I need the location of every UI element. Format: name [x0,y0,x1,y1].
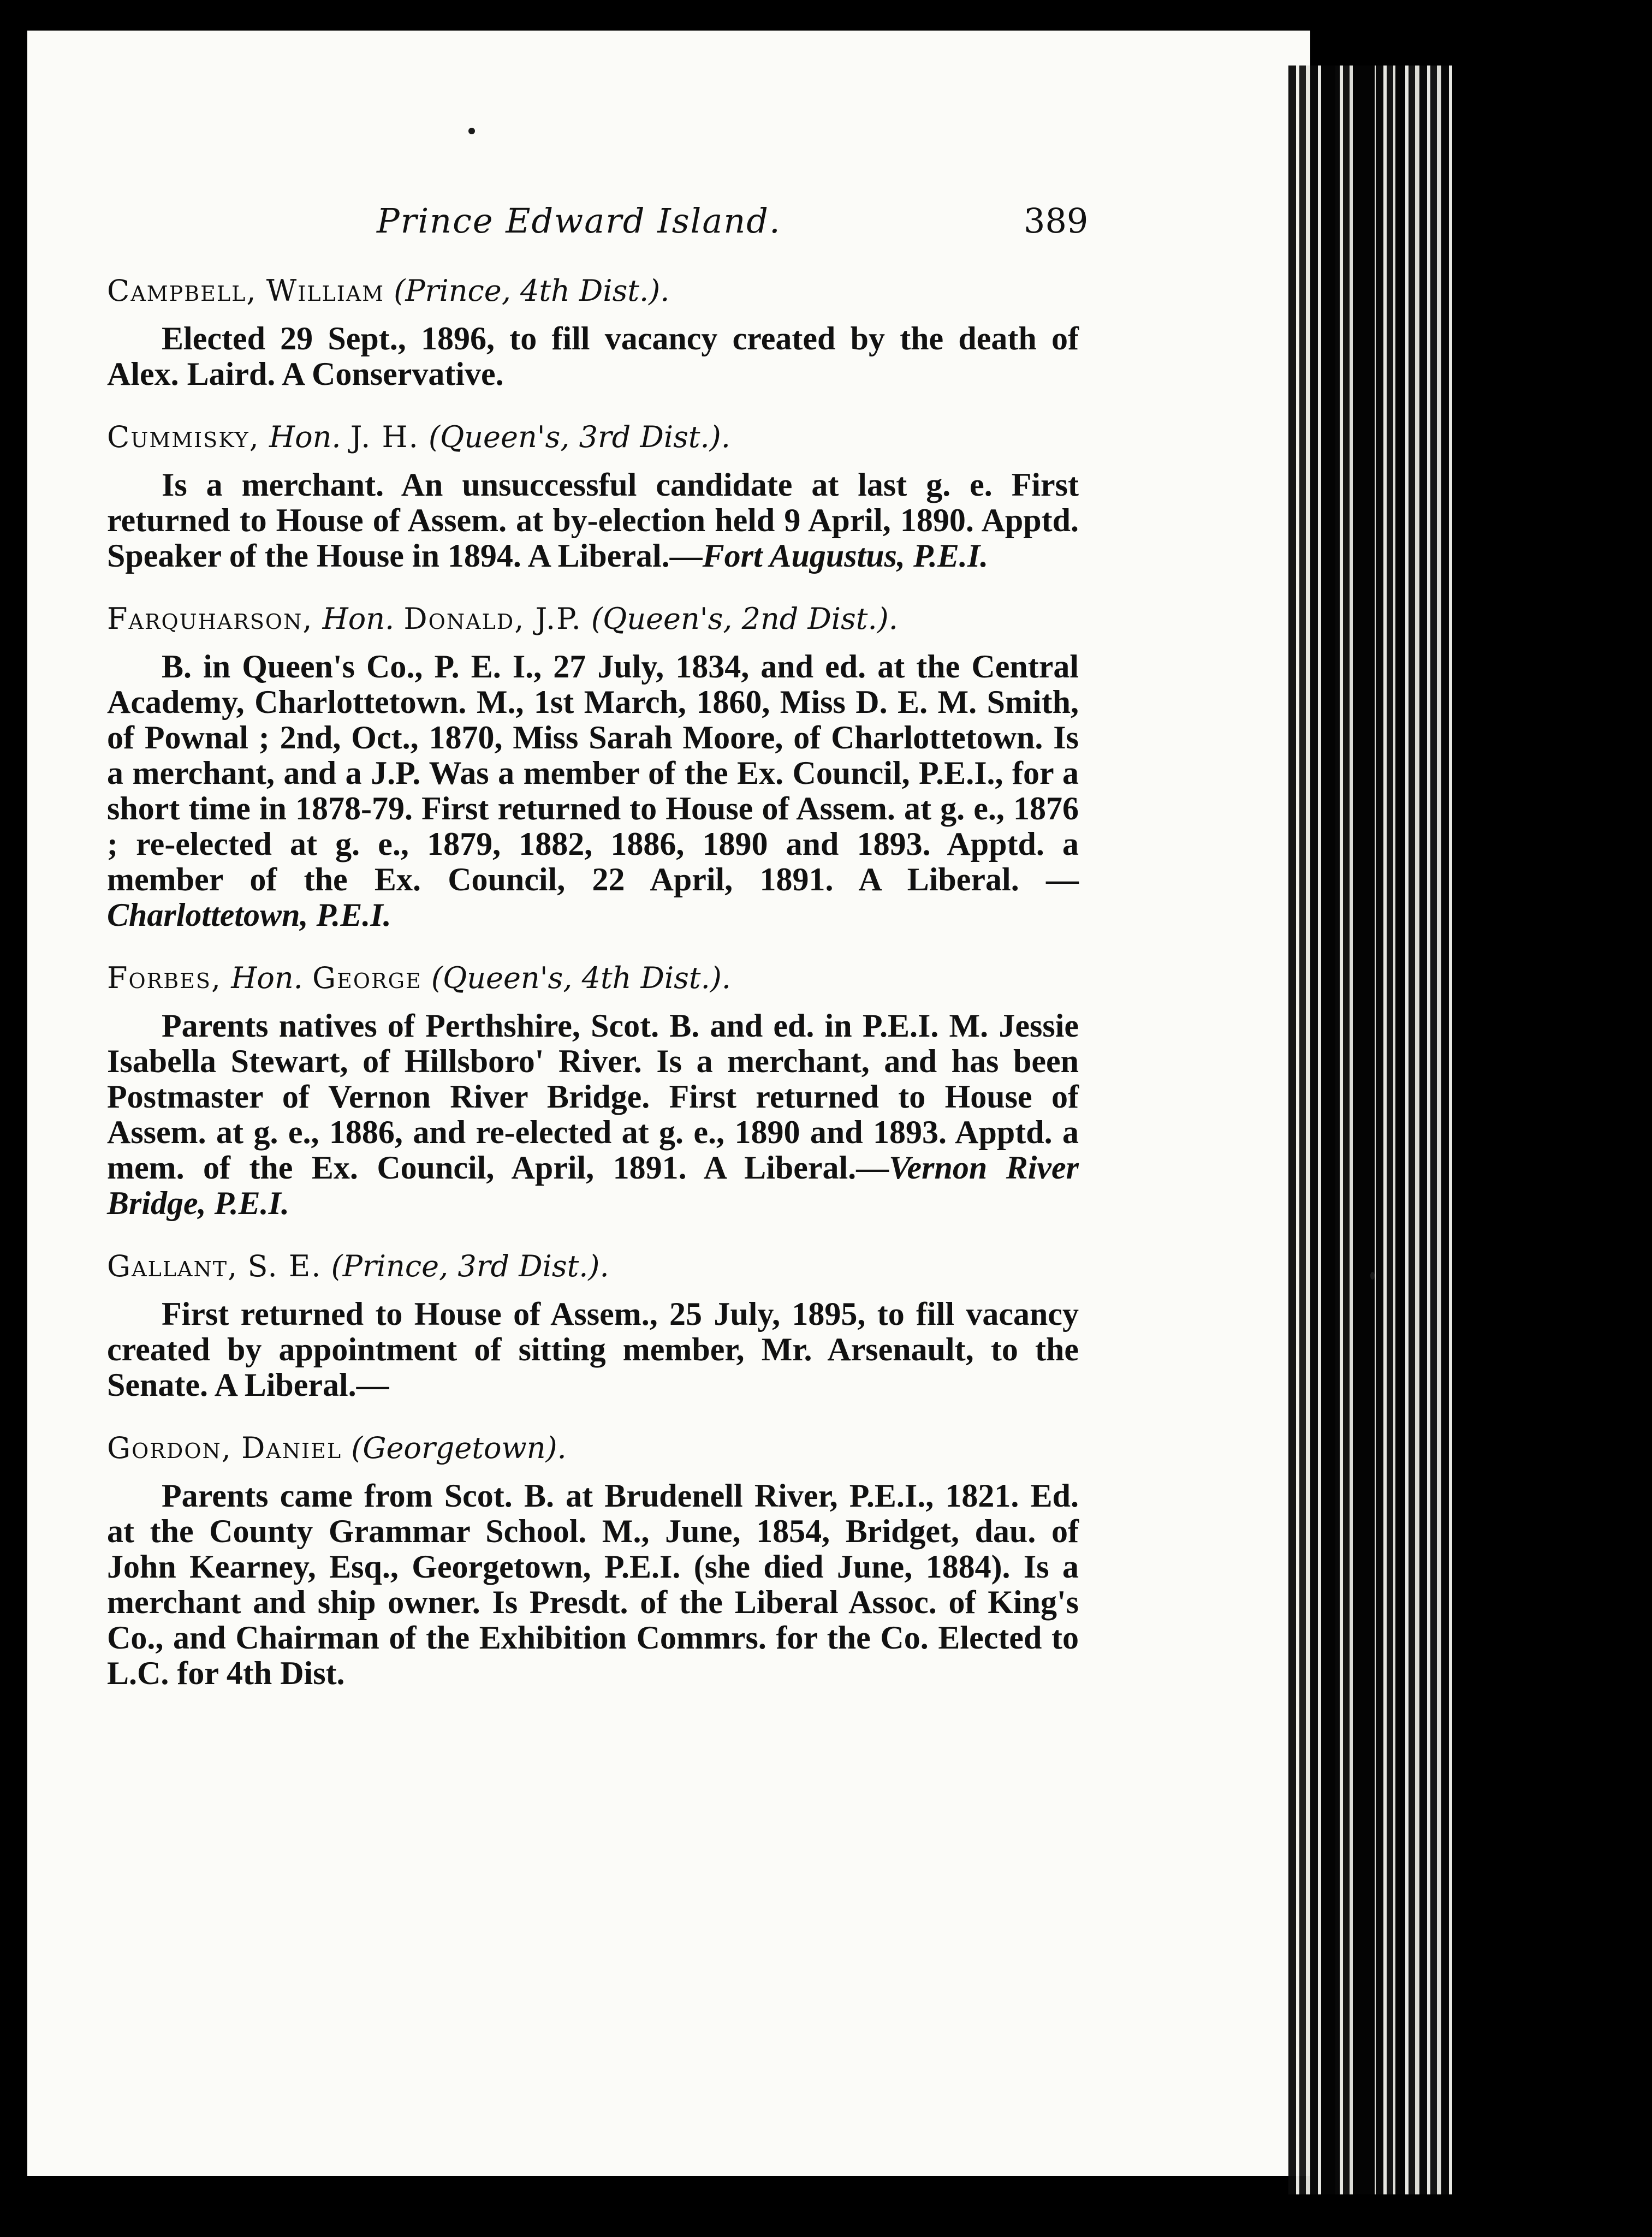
entry-heading [107,1247,1079,1286]
entry-district: (Prince, 3rd Dist.). [331,1249,609,1283]
entry-heading [107,1429,1079,1467]
entry-text [107,649,1079,933]
entry-heading [107,959,1079,997]
biography-entry [107,418,1079,574]
entry-honorific: Hon. [322,602,395,636]
entry-residence: Charlottetown, P.E.I. [107,897,391,933]
entry-district: (Queen's, 4th Dist.). [431,961,731,995]
entry-district: (Prince, 4th Dist.). [394,273,670,308]
entry-district: (Queen's, 3rd Dist.). [428,420,730,454]
ink-speck [1370,1272,1375,1280]
entry-surname: Gallant, [107,1249,239,1283]
entry-district: (Georgetown). [351,1431,567,1465]
entry-surname: Gordon, [107,1431,232,1465]
entry-given-name: Daniel [241,1431,342,1465]
entry-text [107,321,1079,392]
biography-entry [107,272,1079,392]
entry-district: (Queen's, 2nd Dist.). [591,602,898,636]
ink-speck [468,128,475,134]
entry-body-text: Is a merchant. An unsuccessful candidate at last g. e. First returned to House of Assem. at by-election held 9 April, 1890. Apptd. Speaker of the House in 1894. A Liberal.— [107,467,1079,574]
entry-body-text: B. in Queen's Co., P. E. I., 27 July, 1834, and ed. at the Central Academy, Charlottetown. M., 1st March, 1860, Miss D. E. M. Smith, of Pownal ; 2nd, Oct., 1870, Miss Sarah Moore, of Charlottetown. Is a merchant, and a J.P. Was a member of the Ex. Council, P.E.I., for a short time in 1878-79. First returned to House of Assem. at g. e., 1876 ; re-elected at g. e., 1879, 1882, 1886, 1890 and 1893. Apptd. a member of the Ex. Council, 22 April, 1891. A Liberal. — [107,649,1079,897]
biography-entry [107,1429,1079,1691]
entry-given-name: J. H. [350,420,419,454]
entry-residence: Vernon River Bridge, P.E.I. [107,1150,1079,1221]
entry-surname: Campbell, [107,273,257,308]
biography-entry [107,959,1079,1221]
running-head [377,201,1089,255]
entry-heading [107,272,1079,310]
entry-body-text: Parents natives of Perthshire, Scot. B. and ed. in P.E.I. M. Jessie Isabella Stewart, of Hillsboro' River. Is a merchant, and has been Postmaster of Vernon River Bridge. First returned to House of Assem. at g. e., 1886, and re-elected at g. e., 1890 and 1893. Apptd. a mem. of the Ex. Council, April, 1891. A Liberal.— [107,1008,1079,1186]
book-gutter [1288,66,1452,2194]
entry-heading [107,600,1079,638]
entry-text [107,467,1079,574]
entry-residence: Fort Augustus, P.E.I. [702,538,989,574]
page-number: 389 [1024,201,1089,241]
entry-list [107,272,1079,1717]
entry-surname: Farquharson, [107,602,313,636]
entry-surname: Cummisky, [107,420,260,454]
entry-given-name: Donald, J.P. [403,602,582,636]
entry-honorific: Hon. [269,420,341,454]
entry-body-text: Elected 29 Sept., 1896, to fill vacancy created by the death of Alex. Laird. A Conservative. [107,320,1079,392]
entry-heading [107,418,1079,456]
entry-text [107,1296,1079,1403]
entry-given-name: George [312,961,422,995]
entry-honorific: Hon. [231,961,303,995]
running-title: Prince Edward Island. [377,201,781,241]
entry-text [107,1478,1079,1691]
entry-given-name: William [266,273,385,308]
entry-body-text: First returned to House of Assem., 25 July, 1895, to fill vacancy created by appointment of sitting member, Mr. Arsenault, to the Senate. A Liberal.— [107,1296,1079,1403]
biography-entry [107,600,1079,933]
entry-given-name: S. E. [247,1249,322,1283]
entry-body-text: Parents came from Scot. B. at Brudenell River, P.E.I., 1821. Ed. at the County Grammar School. M., June, 1854, Bridget, dau. of John Kearney, Esq., Georgetown, P.E.I. (she died June, 1884). Is a merchant and ship owner. Is Presdt. of the Liberal Assoc. of King's Co., and Chairman of the Exhibition Commrs. for the Co. Elected to L.C. for 4th Dist. [107,1478,1079,1691]
entry-text [107,1008,1079,1221]
biography-entry [107,1247,1079,1403]
entry-surname: Forbes, [107,961,222,995]
